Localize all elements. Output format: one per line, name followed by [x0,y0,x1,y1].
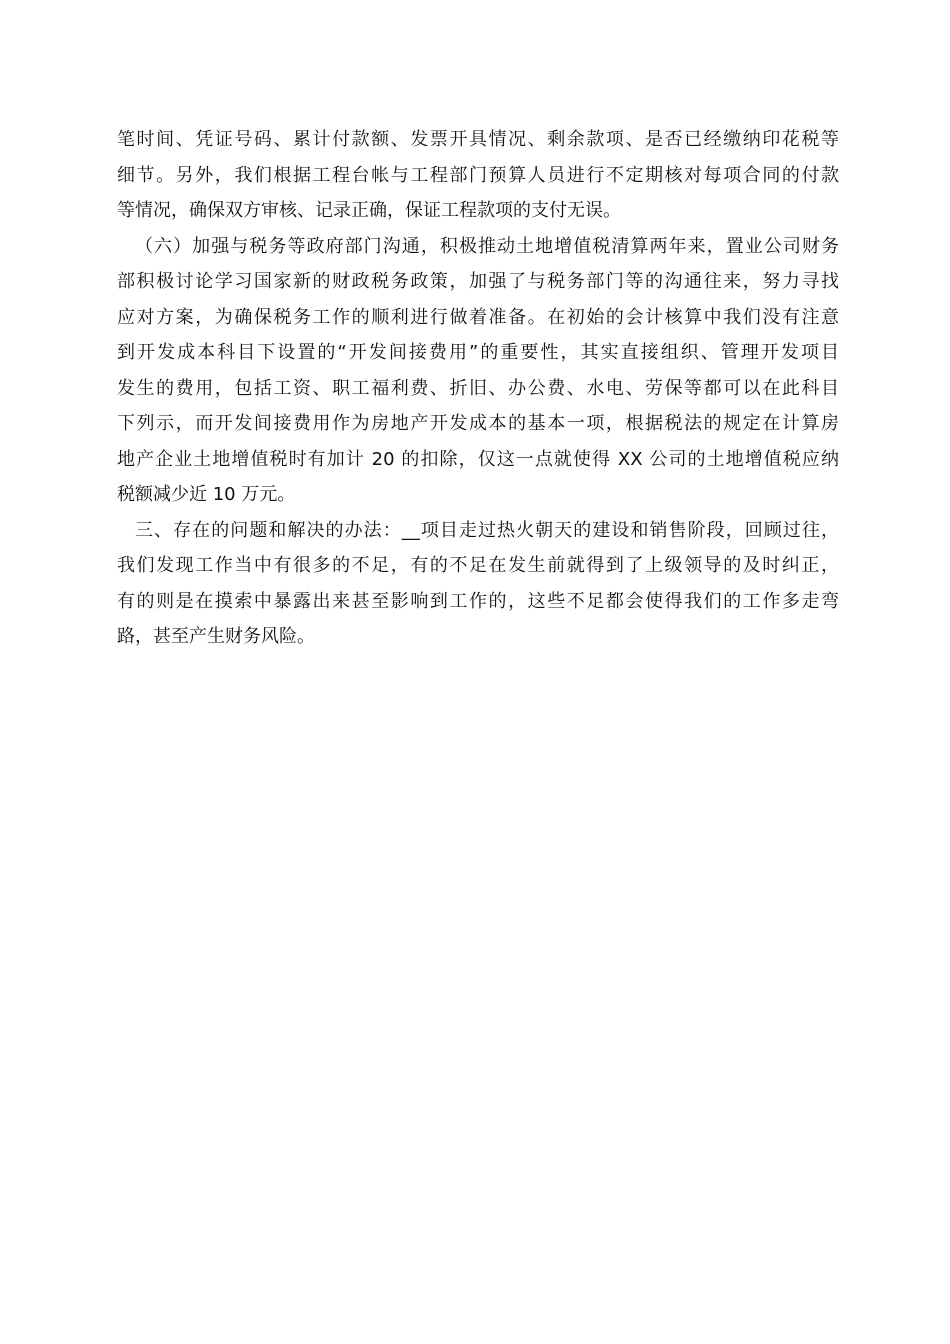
section-three-heading-line: 三、存在的问题和解决的办法：__项目走过热火朝天的建设和销售阶段，回顾过往， [135,519,839,541]
body-line: 下列示，而开发间接费用作为房地产开发成本的基本一项，根据税法的规定在计算房 [117,413,839,434]
body-line: 税额减少近 10 万元。 [117,484,296,505]
body-line: 我们发现工作当中有很多的不足，有的不足在发生前就得到了上级领导的及时纠正， [117,555,839,576]
section-six-heading-line: （六）加强与税务等政府部门沟通，积极推动土地增值税清算两年来，置业公司财务 [135,235,839,257]
body-line: 应对方案，为确保税务工作的顺利进行做着准备。在初始的会计核算中我们没有注意 [117,306,839,328]
body-line: 笔时间、凭证号码、累计付款额、发票开具情况、剩余款项、是否已经缴纳印花税等 [117,129,839,150]
body-line: 发生的费用，包括工资、职工福利费、折旧、办公费、水电、劳保等都可以在此科目 [117,377,839,399]
body-line: 部积极讨论学习国家新的财政税务政策，加强了与税务部门等的沟通往来，努力寻找 [117,271,839,292]
body-line: 到开发成本科目下设置的“开发间接费用”的重要性，其实直接组织、管理开发项目 [117,342,839,363]
document-body [117,122,839,655]
body-line: 有的则是在摸索中暴露出来甚至影响到工作的，这些不足都会使得我们的工作多走弯 [117,590,839,612]
body-line: 路，甚至产生财务风险。 [117,626,315,647]
body-line: 地产企业土地增值税时有加计 20 的扣除，仅这一点就使得 XX 公司的土地增值税应纳 [117,448,839,470]
body-line: 等情况，确保双方审核、记录正确，保证工程款项的支付无误。 [117,200,621,221]
body-line: 细节。另外，我们根据工程台帐与工程部门预算人员进行不定期核对每项合同的付款 [117,164,839,186]
